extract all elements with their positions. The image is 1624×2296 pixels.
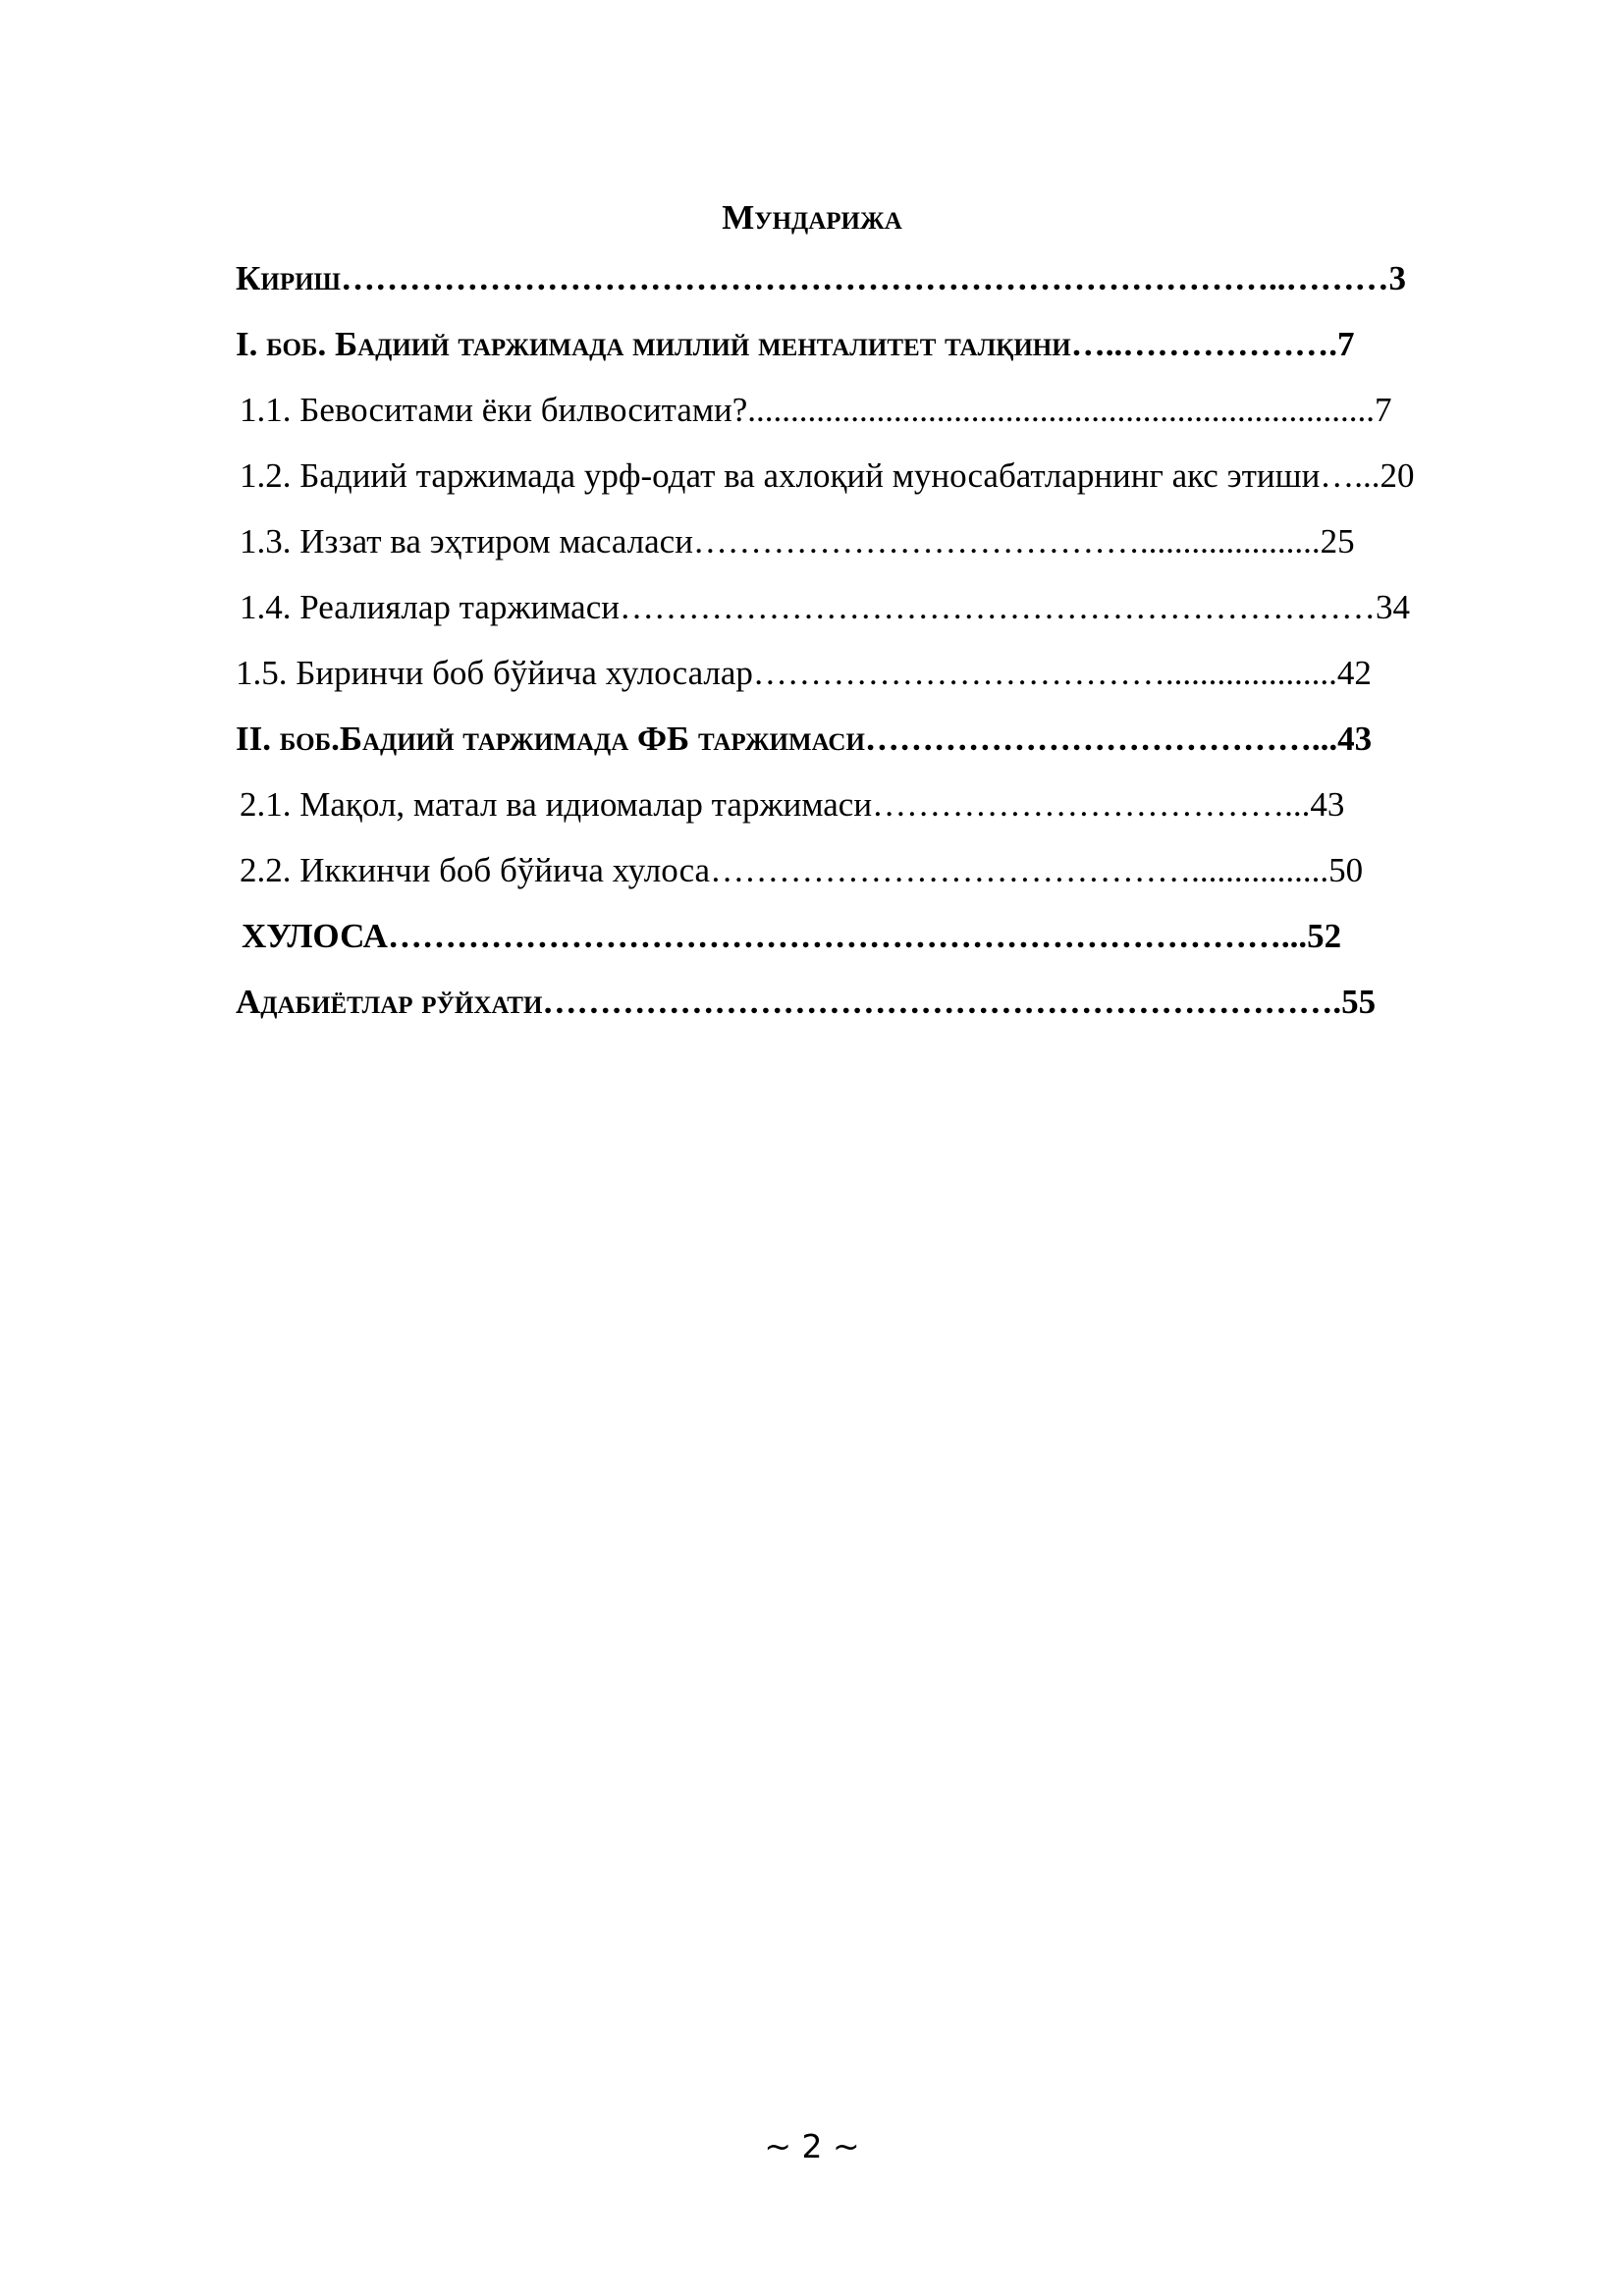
toc-entry-chapter-1 xyxy=(236,317,1549,372)
toc-entry-1-4 xyxy=(240,580,1549,635)
toc-entry-2-2 xyxy=(240,843,1549,898)
toc-entry-2-1 xyxy=(240,777,1549,832)
toc-entry-introduction xyxy=(236,251,1549,306)
toc-entry-1-3 xyxy=(240,514,1549,569)
toc-entry-text: ХУЛОСА……………………………………………………………………...52 xyxy=(242,917,1342,955)
toc-entry-text: Кириш………………………………………………………………………..………3 xyxy=(236,259,1406,297)
page-number: ~ 2 ~ xyxy=(764,2127,860,2165)
page-title: Мундарижа xyxy=(722,198,902,237)
toc-entry-bibliography xyxy=(236,975,1549,1030)
toc-entry-chapter-2 xyxy=(236,712,1549,767)
toc-entry-text: II. боб.Бадиий таржимада ФБ таржимаси…………………………………...43 xyxy=(236,720,1373,758)
toc-entry-text: 1.3. Иззат ва эҳтиром масаласи………………………………….....................25 xyxy=(240,522,1355,561)
toc-entry-text: 1.1. Бевоситами ёки билвоситами?.........................................................................7 xyxy=(240,391,1392,429)
toc-entry-text: 2.2. Иккинчи боб бўйича хулоса……………………………………................50 xyxy=(240,851,1364,889)
toc-entry-1-1 xyxy=(240,383,1549,438)
toc-entry-text: Адабиётлар рўйхати…………………………………………………………….55 xyxy=(236,983,1377,1021)
toc-entry-text: 1.5. Биринчи боб бўйича хулосалар………………………………....................42 xyxy=(236,654,1372,692)
toc-entry-text: I. боб. Бадиий таржимада миллий менталитет талқини…..……………….7 xyxy=(236,325,1355,363)
toc-entry-text: 2.1. Мақол, матал ва идиомалар таржимаси………………………………...43 xyxy=(240,785,1345,824)
toc-entry-conclusion xyxy=(242,909,1549,964)
toc-entry-text: 1.2. Бадиий таржимада урф-одат ва ахлоқий муносабатларнинг акс этиши…...20 xyxy=(240,456,1415,495)
toc-entry-1-5 xyxy=(236,646,1549,701)
toc-entry-text: 1.4. Реалиялар таржимаси…………………………………………………………34 xyxy=(240,588,1410,626)
toc-entry-1-2 xyxy=(240,449,1549,504)
